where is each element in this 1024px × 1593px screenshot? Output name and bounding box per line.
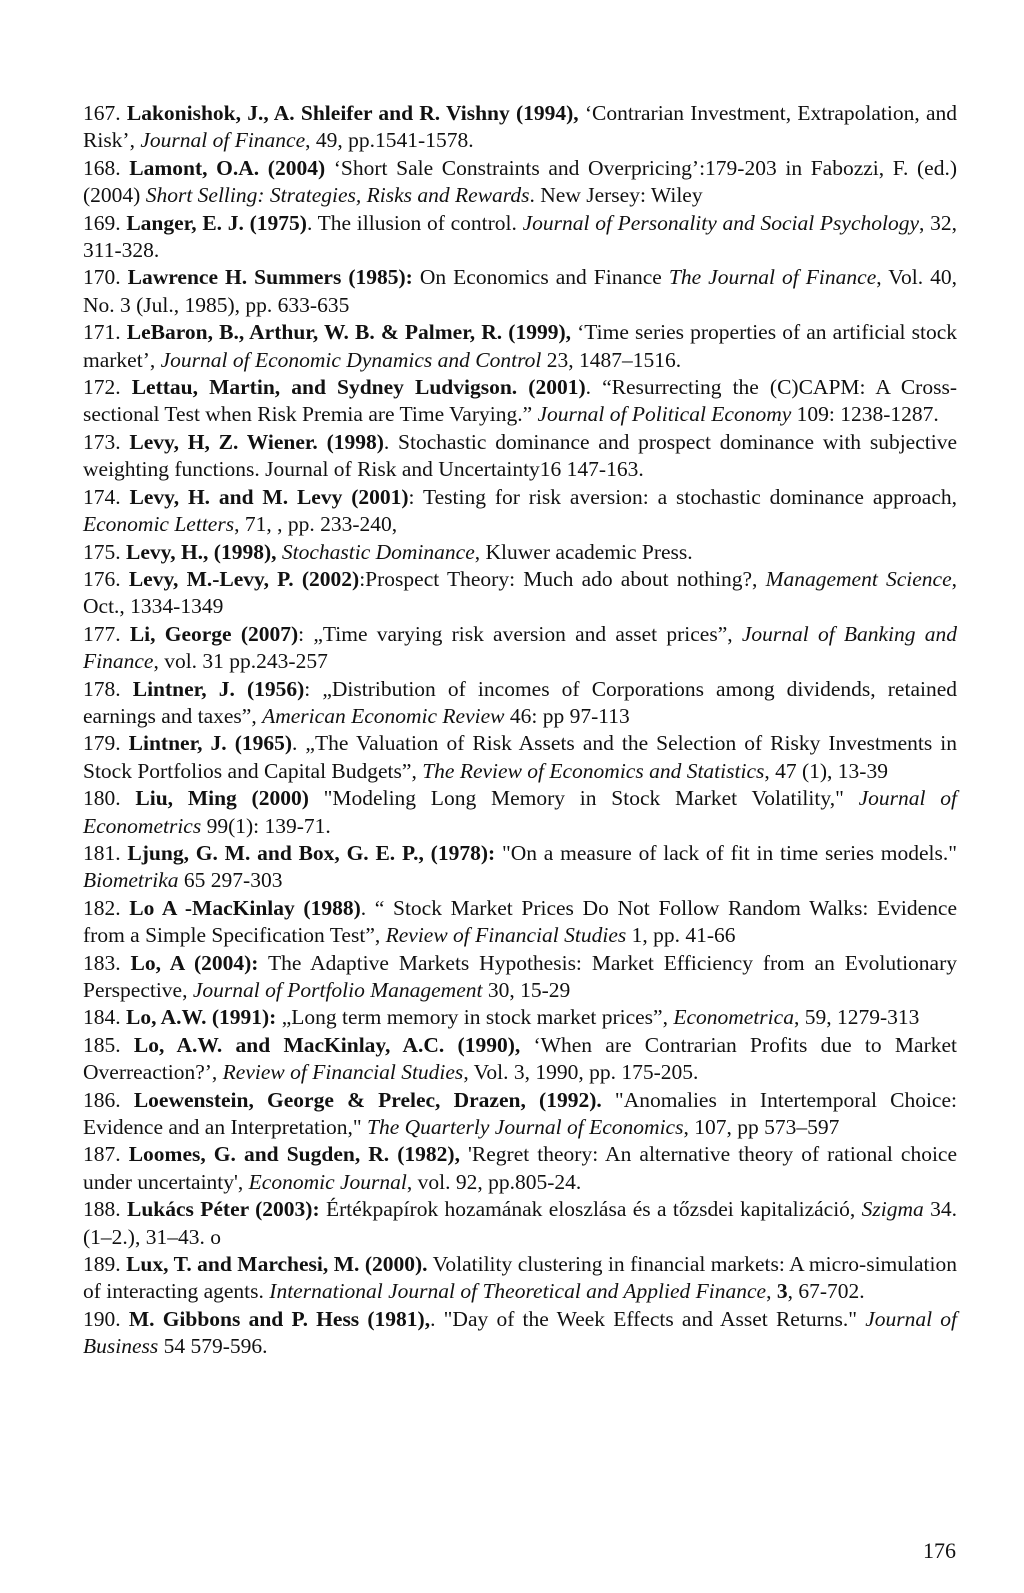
page-number: 176: [923, 1538, 956, 1563]
reference-author: Levy, H, Z. Wiener. (1998): [129, 429, 384, 454]
reference-entry: [83, 676, 957, 731]
reference-text: , vol. 31 pp.243-257: [153, 649, 328, 674]
reference-number: 183.: [83, 950, 121, 975]
reference-entry: [83, 1004, 957, 1031]
reference-entry: [83, 621, 957, 676]
reference-number: 170.: [83, 265, 121, 290]
reference-number: 182.: [83, 895, 121, 920]
reference-text: , Kluwer academic Press.: [474, 539, 693, 564]
reference-text: . “Resurrecting the (C)CAPM: A Cross-sectional Test when Risk Premia are Time Varying.”: [83, 375, 957, 427]
reference-author: Lettau, Martin, and Sydney Ludvigson. (2001): [131, 375, 586, 400]
reference-source: Review of Financial Studies: [222, 1060, 464, 1085]
reference-entry: [83, 895, 957, 950]
reference-author: Lakonishok, J., A. Shleifer and R. Vishny (1994),: [126, 101, 579, 125]
reference-text: , vol. 92, pp.805-24.: [406, 1169, 582, 1194]
reference-author: 3: [776, 1279, 788, 1304]
reference-author: Lamont, O.A. (2004): [129, 155, 326, 180]
reference-author: Liu, Ming (2000): [135, 786, 309, 811]
reference-source: International Journal of Theoretical and Applied Finance: [269, 1279, 767, 1304]
reference-text: 30, 15-29: [482, 978, 571, 1002]
reference-number: 184.: [83, 1005, 121, 1030]
reference-text: , 49, pp.1541-1578.: [305, 128, 474, 153]
reference-text: ,: [766, 1279, 777, 1304]
reference-list: [83, 100, 957, 1361]
reference-text: 46: pp 97-113: [504, 703, 630, 728]
reference-entry: [83, 950, 957, 1005]
reference-text: , Vol. 3, 1990, pp. 175-205.: [463, 1060, 699, 1085]
reference-source: Short Selling: Strategies, Risks and Rewards: [145, 183, 530, 208]
reference-author: Levy, H. and M. Levy (2001): [129, 484, 409, 509]
reference-text: "On a measure of lack of fit in time series models.": [495, 840, 958, 865]
reference-text: . Stochastic dominance and prospect dominance with subjective weighting functions. Journal of Risk and Uncertainty16 147-163.: [83, 429, 958, 482]
reference-entry: [83, 1251, 957, 1306]
reference-entry: [83, 374, 957, 429]
reference-source: Review of Financial Studies: [385, 923, 627, 948]
reference-author: Lo, A.W. (1991):: [126, 1005, 277, 1030]
reference-text: Volatility clustering in financial markets: A micro-simulation of interacting agents.: [83, 1252, 957, 1304]
reference-source: Journal of Econometrics: [83, 786, 957, 838]
reference-text: , 107, pp 573–597: [683, 1115, 840, 1140]
reference-number: 188.: [83, 1197, 121, 1222]
reference-number: 178.: [83, 676, 121, 701]
reference-source: Journal of Political Economy: [537, 402, 792, 427]
reference-text: , 47 (1), 13-39: [764, 758, 888, 783]
reference-source: Journal of Economic Dynamics and Control: [160, 347, 542, 372]
reference-number: 180.: [83, 786, 121, 811]
reference-text: , Vol. 40, No. 3 (Jul., 1985), pp. 633-635: [83, 265, 958, 317]
reference-text: Értékpapírok hozamának eloszlása és a tőzsdei kapitalizáció,: [319, 1197, 862, 1222]
reference-text: ‘When are Contrarian Profits due to Market Overreaction?’,: [83, 1032, 958, 1085]
reference-number: 177.: [83, 621, 121, 646]
reference-author: M. Gibbons and P. Hess (1981),: [128, 1306, 431, 1331]
reference-author: Lo, A.W. and MacKinlay, A.C. (1990),: [133, 1032, 521, 1057]
reference-source: Journal of Banking and Finance: [83, 621, 957, 674]
reference-text: , 67-702.: [787, 1279, 865, 1304]
reference-source: American Economic Review: [262, 703, 505, 728]
reference-number: 187.: [83, 1142, 121, 1167]
reference-source: Stochastic Dominance: [281, 539, 475, 564]
reference-author: Loewenstein, George & Prelec, Drazen, (1992).: [133, 1087, 602, 1112]
reference-author: Lawrence H. Summers (1985):: [127, 265, 413, 290]
reference-source: Economic Letters: [83, 512, 235, 537]
reference-text: ‘Short Sale Constraints and Overpricing’:179-203 in Fabozzi, F. (ed.) (2004): [83, 155, 958, 208]
reference-entry: [83, 319, 957, 374]
reference-source: Journal of Business: [83, 1306, 958, 1359]
reference-entry: [83, 484, 957, 539]
reference-text: , 71, , pp. 233-240,: [234, 512, 398, 537]
reference-entry: [83, 1196, 957, 1251]
reference-number: 186.: [83, 1087, 121, 1112]
reference-text: 54 579-596.: [158, 1334, 268, 1359]
reference-source: Journal of Personality and Social Psychology: [522, 210, 920, 235]
reference-number: 185.: [83, 1032, 121, 1057]
reference-text: 34. (1–2.), 31–43. o: [83, 1197, 958, 1249]
reference-text: . The illusion of control.: [306, 210, 523, 235]
reference-number: 174.: [83, 484, 121, 509]
reference-entry: [83, 840, 957, 895]
reference-author: LeBaron, B., Arthur, W. B. & Palmer, R. (1999),: [126, 320, 571, 345]
reference-text: 1, pp. 41-66: [626, 923, 736, 948]
reference-entry: [83, 1306, 957, 1361]
reference-entry: [83, 566, 957, 621]
reference-author: Lukács Péter (2003):: [126, 1197, 320, 1222]
reference-author: Lo, A (2004):: [130, 950, 259, 975]
reference-text: , 59, 1279-313: [793, 1005, 920, 1030]
reference-text: , Oct., 1334-1349: [83, 566, 958, 619]
reference-number: 179.: [83, 731, 121, 756]
reference-text: On Economics and Finance: [412, 265, 669, 290]
reference-text: ‘Time series properties of an artificial stock market’,: [83, 320, 957, 372]
reference-text: . „The Valuation of Risk Assets and the Selection of Risky Investments in Stock Portfolios and Capital Budgets”,: [83, 731, 957, 783]
reference-entry: [83, 1032, 957, 1087]
reference-entry: [83, 730, 957, 785]
reference-entry: [83, 100, 957, 155]
reference-author: Lintner, J. (1956): [132, 676, 305, 701]
reference-number: 175.: [83, 539, 121, 564]
reference-author: Lux, T. and Marchesi, M. (2000).: [126, 1252, 428, 1277]
reference-entry: [83, 1141, 957, 1196]
reference-author: Loomes, G. and Sugden, R. (1982),: [128, 1142, 460, 1167]
reference-source: Management Science: [765, 566, 952, 591]
reference-source: Econometrica: [673, 1005, 794, 1030]
reference-text: "Modeling Long Memory in Stock Market Volatility,": [308, 786, 859, 811]
reference-author: Langer, E. J. (1975): [126, 210, 307, 235]
reference-author: Ljung, G. M. and Box, G. E. P., (1978):: [127, 840, 496, 865]
reference-text: 109: 1238-1287.: [791, 402, 939, 427]
reference-author: Levy, H., (1998),: [126, 539, 277, 564]
reference-text: The Adaptive Markets Hypothesis: Market Efficiency from an Evolutionary Perspective,: [83, 950, 957, 1002]
reference-entry: [83, 539, 957, 566]
reference-number: 169.: [83, 210, 121, 235]
reference-number: 173.: [83, 429, 121, 454]
reference-text: . New Jersey: Wiley: [529, 183, 703, 208]
reference-author: Lo A -MacKinlay (1988): [129, 895, 361, 920]
reference-number: 176.: [83, 566, 121, 591]
reference-source: Journal of Finance: [140, 128, 306, 153]
reference-entry: [83, 155, 957, 210]
reference-text: . "Day of the Week Effects and Asset Returns.": [430, 1306, 866, 1331]
reference-text: . “ Stock Market Prices Do Not Follow Random Walks: Evidence from a Simple Specification Test”,: [83, 895, 958, 948]
reference-number: 171.: [83, 320, 121, 345]
reference-text: : „Time varying risk aversion and asset prices”,: [298, 621, 742, 646]
reference-source: The Quarterly Journal of Economics: [366, 1115, 684, 1140]
reference-source: The Review of Economics and Statistics: [422, 758, 765, 783]
reference-entry: [83, 1087, 957, 1142]
reference-entry: [83, 210, 957, 265]
reference-number: 172.: [83, 375, 121, 400]
reference-text: 99(1): 139-71.: [201, 813, 331, 838]
reference-text: , 32, 311-328.: [83, 210, 957, 263]
reference-source: The Journal of Finance: [668, 265, 877, 290]
reference-source: Biometrika: [83, 868, 179, 893]
reference-source: Szigma: [861, 1197, 924, 1222]
reference-number: 190.: [83, 1306, 121, 1331]
reference-entry: [83, 785, 957, 840]
reference-text: : „Distribution of incomes of Corporations among dividends, retained earnings and taxes”,: [83, 676, 957, 728]
reference-text: "Anomalies in Intertemporal Choice: Evidence and an Interpretation,": [83, 1087, 957, 1140]
reference-entry: [83, 264, 957, 319]
reference-author: Levy, M.-Levy, P. (2002): [128, 566, 360, 591]
reference-entry: [83, 429, 957, 484]
reference-text: 'Regret theory: An alternative theory of rational choice under uncertainty',: [83, 1142, 958, 1194]
reference-text: „Long term memory in stock market prices”,: [276, 1005, 674, 1030]
reference-text: 23, 1487–1516.: [541, 347, 682, 372]
reference-source: Economic Journal: [248, 1169, 407, 1194]
reference-text: 65 297-303: [178, 868, 283, 893]
reference-text: :Prospect Theory: Much ado about nothing?,: [359, 566, 766, 591]
reference-source: Journal of Portfolio Management: [192, 978, 483, 1002]
reference-number: 189.: [83, 1252, 121, 1277]
reference-number: 168.: [83, 155, 121, 180]
reference-number: 167.: [83, 101, 121, 125]
reference-author: Lintner, J. (1965): [128, 731, 293, 756]
reference-text: ‘Contrarian Investment, Extrapolation, and Risk’,: [83, 101, 958, 153]
reference-number: 181.: [83, 840, 121, 865]
reference-text: : Testing for risk aversion: a stochastic dominance approach,: [408, 484, 957, 509]
reference-author: Li, George (2007): [129, 621, 299, 646]
